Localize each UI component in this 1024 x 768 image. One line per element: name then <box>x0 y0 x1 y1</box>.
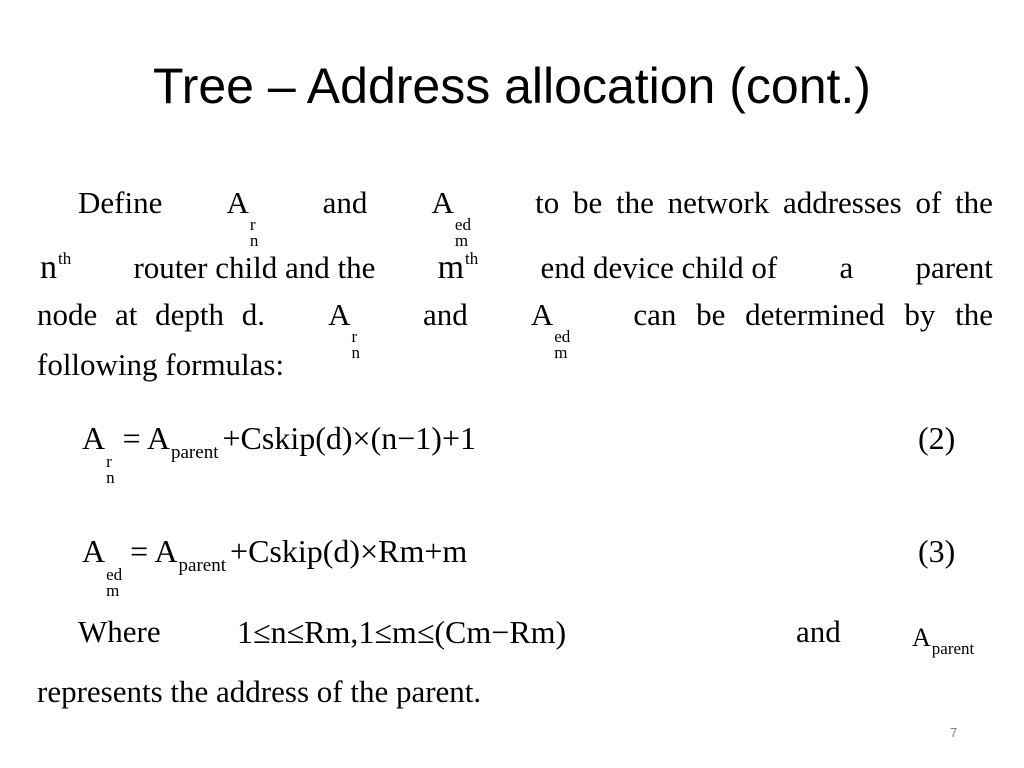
text-can-be: can be determined by the <box>633 297 993 332</box>
slide-title: Tree – Address allocation (cont.) <box>153 58 871 114</box>
equation-2 <box>82 420 476 486</box>
equation-3-number: (3) <box>918 533 956 569</box>
word-parent: parent <box>915 250 993 285</box>
body-last-line: represents the address of the parent. <box>37 674 482 709</box>
symbol-sub: n <box>249 231 259 251</box>
symbol-a-r-n <box>328 296 360 361</box>
text-end-device: end device child of <box>540 250 778 285</box>
symbol-sub: parent <box>931 638 975 658</box>
mth-term <box>438 248 479 289</box>
where-a-parent <box>912 622 974 659</box>
where-word: Where <box>78 614 161 649</box>
symbol-sup: ed <box>554 327 571 347</box>
symbol-base: A <box>912 623 931 652</box>
text-router-child: router child and the <box>133 250 376 285</box>
symbol-a-ed-m <box>531 296 570 361</box>
word-a: a <box>839 250 854 285</box>
body-line-1 <box>78 184 993 249</box>
var-n: n <box>40 249 57 286</box>
eq-rest: +Cskip(d)×Rm+m <box>230 533 468 569</box>
sup-th: th <box>465 248 479 268</box>
eq-lhs-sup: r <box>106 451 112 471</box>
symbol-base: A <box>328 297 351 332</box>
eq-lhs-scripts <box>106 564 123 600</box>
symbol-base: A <box>226 185 249 220</box>
nth-term <box>40 248 71 289</box>
symbol-scripts <box>351 329 360 361</box>
symbol-sup: r <box>351 327 358 347</box>
symbol-scripts <box>455 217 471 249</box>
body-line-2 <box>40 248 993 289</box>
symbol-a-r-n <box>227 184 259 249</box>
eq-a-parent: = A <box>130 533 178 569</box>
symbol-sub: m <box>454 231 469 251</box>
symbol-scripts <box>554 329 570 361</box>
eq-a-parent: = A <box>122 420 170 456</box>
symbol-sub: n <box>351 343 360 363</box>
text-rest: to be the network addresses of the <box>535 185 993 220</box>
symbol-sup: ed <box>454 215 471 235</box>
text-node-depth: node at depth d. <box>37 297 266 332</box>
equation-2-number: (2) <box>918 420 956 456</box>
eq-parent-sub: parent <box>178 554 227 576</box>
sup-th: th <box>58 248 72 268</box>
eq-lhs-scripts <box>106 451 115 487</box>
symbol-sub: m <box>554 343 568 363</box>
var-m: m <box>437 249 465 286</box>
body-line-4: following formulas: <box>37 347 285 382</box>
eq-lhs-sub: n <box>106 467 115 487</box>
eq-lhs-base: A <box>82 533 106 569</box>
symbol-a-ed-m <box>432 184 471 249</box>
where-and: and <box>796 614 841 649</box>
eq-parent-sub: parent <box>171 441 219 463</box>
eq-rest: +Cskip(d)×(n−1)+1 <box>222 420 476 456</box>
page-number: 7 <box>950 725 958 740</box>
symbol-sup: r <box>249 215 256 235</box>
symbol-base: A <box>530 297 554 332</box>
eq-lhs-base: A <box>82 420 106 456</box>
word-define: Define <box>78 185 163 220</box>
word-and: and <box>322 185 368 220</box>
where-condition: 1≤n≤Rm,1≤m≤(Cm−Rm) <box>237 614 567 650</box>
symbol-scripts <box>250 217 259 249</box>
equation-3 <box>82 533 467 599</box>
eq-lhs-sub: m <box>106 580 120 600</box>
eq-lhs-sup: ed <box>106 564 123 584</box>
symbol-base: A <box>431 185 454 220</box>
word-and: and <box>423 297 468 332</box>
